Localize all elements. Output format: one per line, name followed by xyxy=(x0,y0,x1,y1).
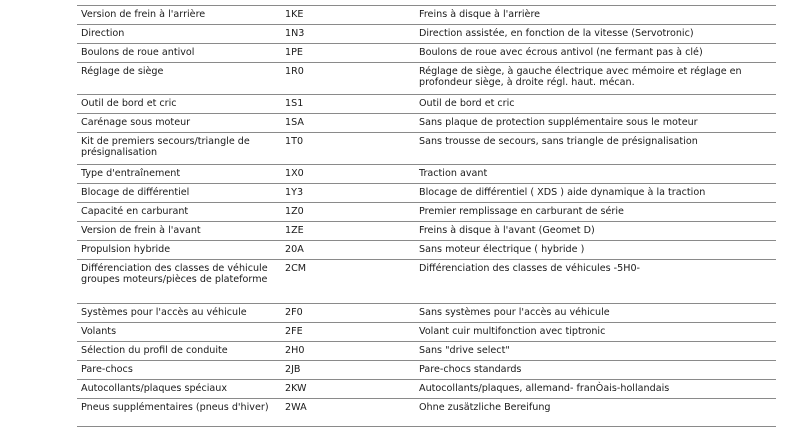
option-code: 1ZE xyxy=(285,225,304,236)
option-label: Propulsion hybride xyxy=(81,244,171,255)
option-label: Direction xyxy=(81,28,125,39)
option-label: Sélection du profil de conduite xyxy=(81,345,228,356)
table-row xyxy=(77,133,776,165)
option-description: Freins à disque à l'arrière xyxy=(419,9,541,20)
option-label: Réglage de siège xyxy=(81,66,164,77)
option-description: Direction assistée, en fonction de la vitesse (Servotronic) xyxy=(419,28,694,39)
option-label: Pneus supplémentaires (pneus d'hiver) xyxy=(81,402,269,413)
table-row xyxy=(77,260,776,304)
table-row xyxy=(77,114,776,133)
table-row xyxy=(77,399,776,427)
table-row xyxy=(77,44,776,63)
option-description: Ohne zusätzliche Bereifung xyxy=(419,402,551,413)
table-row xyxy=(77,361,776,380)
table-row xyxy=(77,25,776,44)
option-code: 1T0 xyxy=(285,136,304,147)
option-label: Différenciation des classes de véhicule groupes moteurs/pièces de plateforme xyxy=(81,263,268,285)
option-description: Freins à disque à l'avant (Geomet D) xyxy=(419,225,595,236)
option-description: Sans trousse de secours, sans triangle de présignalisation xyxy=(419,136,698,147)
option-description: Traction avant xyxy=(419,168,488,179)
option-label: Type d'entraînement xyxy=(81,168,181,179)
option-code: 1PE xyxy=(285,47,303,58)
option-label: Outil de bord et cric xyxy=(81,98,177,109)
table-row xyxy=(77,342,776,361)
option-description: Sans moteur électrique ( hybride ) xyxy=(419,244,585,255)
option-code: 2CM xyxy=(285,263,307,274)
option-description: Outil de bord et cric xyxy=(419,98,515,109)
option-code: 20A xyxy=(285,244,304,255)
option-code: 2FE xyxy=(285,326,303,337)
option-code: 1R0 xyxy=(285,66,304,77)
option-code: 1KE xyxy=(285,9,304,20)
option-code: 1SA xyxy=(285,117,304,128)
table-row xyxy=(77,63,776,95)
table-row xyxy=(77,380,776,399)
option-code: 2JB xyxy=(285,364,301,375)
option-description: Sans systèmes pour l'accès au véhicule xyxy=(419,307,610,318)
table-row xyxy=(77,165,776,184)
option-code: 1S1 xyxy=(285,98,304,109)
option-description: Réglage de siège, à gauche électrique avec mémoire et réglage en profondeur siège, à droite régl. haut. mécan. xyxy=(419,66,742,88)
option-code: 2H0 xyxy=(285,345,305,356)
option-code: 1X0 xyxy=(285,168,304,179)
table-row xyxy=(77,304,776,323)
table-row xyxy=(77,184,776,203)
option-label: Boulons de roue antivol xyxy=(81,47,195,58)
option-code: 2KW xyxy=(285,383,307,394)
option-label: Kit de premiers secours/triangle de présignalisation xyxy=(81,136,250,158)
option-label: Autocollants/plaques spéciaux xyxy=(81,383,228,394)
option-description: Pare-chocs standards xyxy=(419,364,522,375)
table-row xyxy=(77,323,776,342)
option-code: 1Y3 xyxy=(285,187,304,198)
option-label: Volants xyxy=(81,326,117,337)
options-table xyxy=(77,5,776,427)
option-label: Pare-chocs xyxy=(81,364,133,375)
table-row xyxy=(77,95,776,114)
option-description: Premier remplissage en carburant de série xyxy=(419,206,624,217)
table-row xyxy=(77,222,776,241)
option-description: Volant cuir multifonction avec tiptronic xyxy=(419,326,606,337)
option-label: Version de frein à l'avant xyxy=(81,225,201,236)
option-code: 2WA xyxy=(285,402,307,413)
option-code: 1N3 xyxy=(285,28,305,39)
option-code: 1Z0 xyxy=(285,206,304,217)
table-row xyxy=(77,241,776,260)
option-label: Systèmes pour l'accès au véhicule xyxy=(81,307,247,318)
option-description: Boulons de roue avec écrous antivol (ne fermant pas à clé) xyxy=(419,47,703,58)
option-label: Blocage de différentiel xyxy=(81,187,190,198)
option-description: Sans "drive select" xyxy=(419,345,510,356)
option-description: Autocollants/plaques, allemand- franÒais-hollandais xyxy=(419,383,670,394)
option-description: Blocage de différentiel ( XDS ) aide dynamique à la traction xyxy=(419,187,706,198)
option-description: Sans plaque de protection supplémentaire sous le moteur xyxy=(419,117,698,128)
option-description: Différenciation des classes de véhicules -5H0- xyxy=(419,263,641,274)
table-row xyxy=(77,203,776,222)
option-label: Capacité en carburant xyxy=(81,206,189,217)
option-label: Carénage sous moteur xyxy=(81,117,191,128)
table-row xyxy=(77,6,776,25)
option-label: Version de frein à l'arrière xyxy=(81,9,206,20)
option-code: 2F0 xyxy=(285,307,303,318)
